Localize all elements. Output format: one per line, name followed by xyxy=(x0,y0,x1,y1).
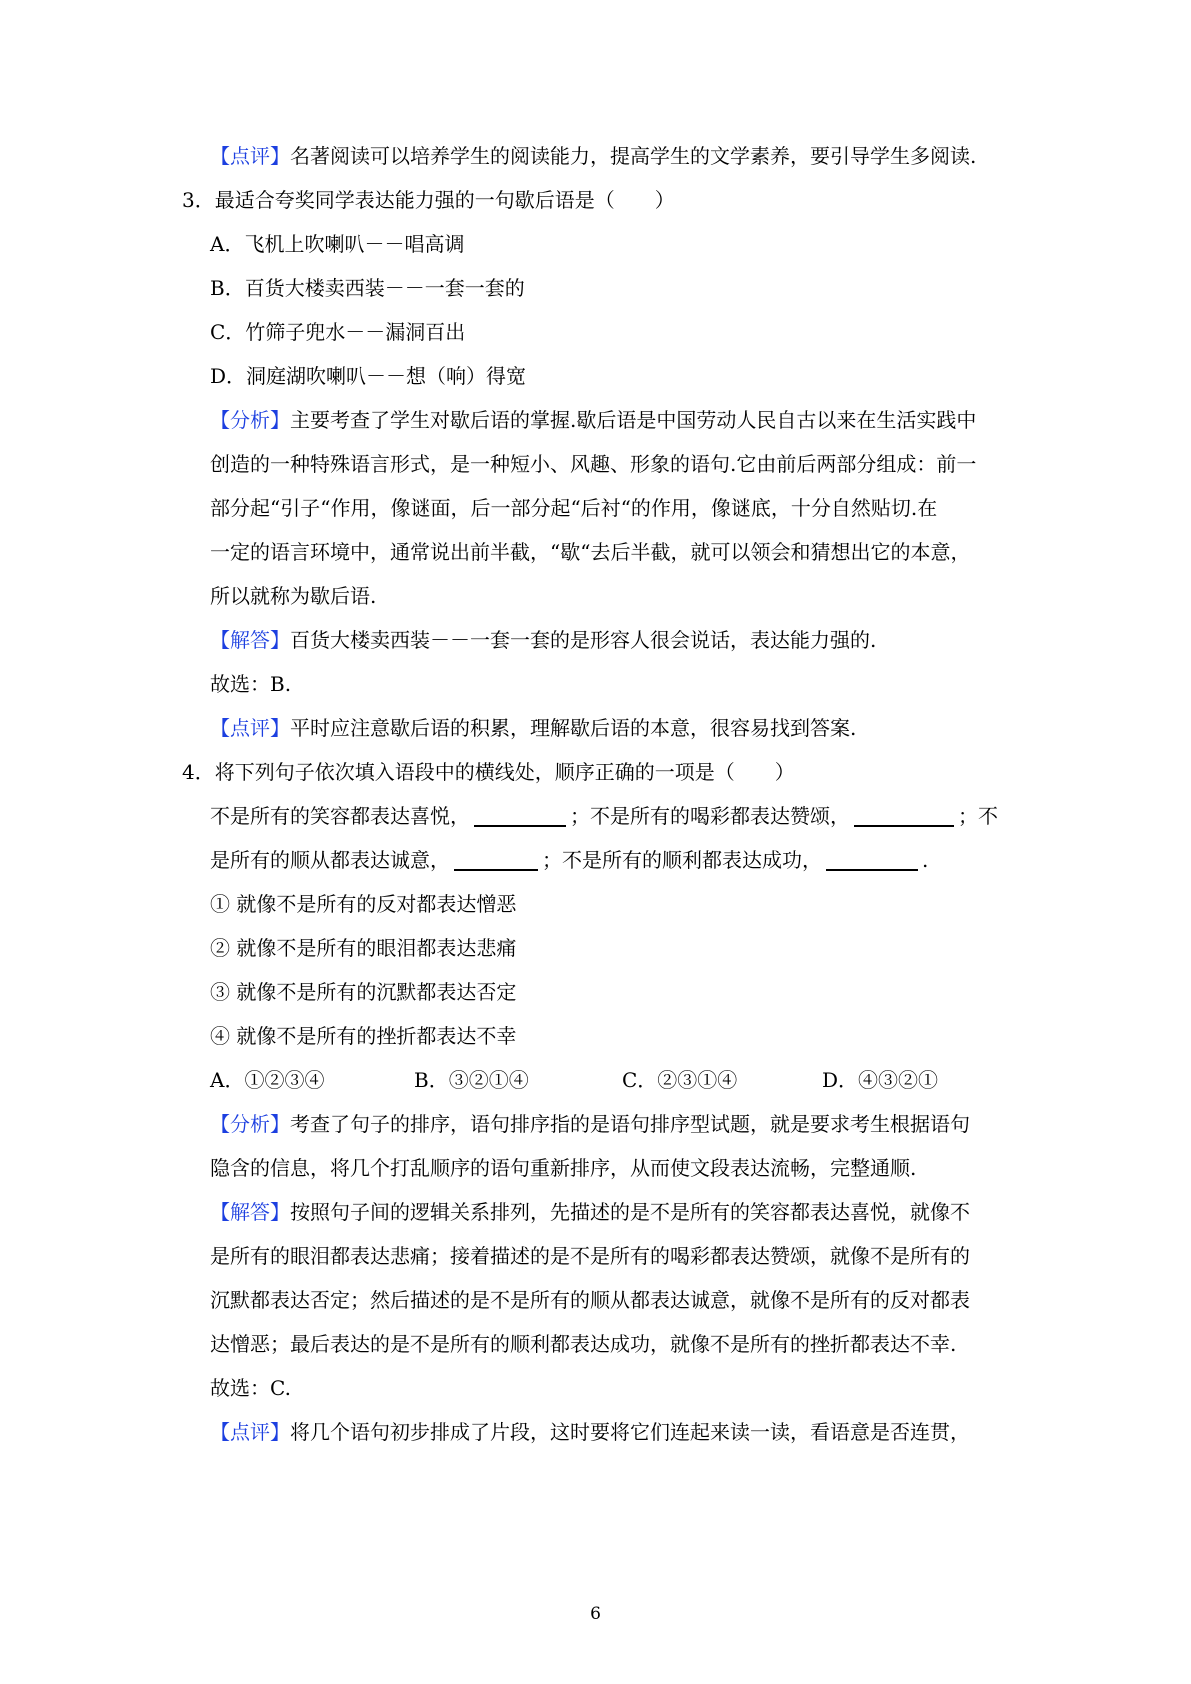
q4-comment-text: 将几个语句初步排成了片段，这时要将它们连起来读一读，看语意是否连贯， xyxy=(290,1420,970,1444)
q4-passage-line-2 xyxy=(210,846,928,874)
q3-analysis-line: 部分起“引子“作用，像谜面，后一部分起“后衬“的作用，像谜底，十分自然贴切.在 xyxy=(210,496,938,520)
comment-tag: 【点评】 xyxy=(210,144,290,168)
passage-text: ；不是所有的顺利都表达成功， xyxy=(542,848,822,872)
answer-tag: 【解答】 xyxy=(210,628,290,652)
q4-passage-line-1 xyxy=(210,802,998,830)
answer-tag: 【解答】 xyxy=(210,1200,290,1224)
q4-answer-text: 按照句子间的逻辑关系排列，先描述的是不是所有的笑容都表达喜悦，就像不 xyxy=(290,1200,970,1224)
q4-option-a: A．①②③④ xyxy=(210,1068,325,1092)
q3-answer-line xyxy=(210,626,876,654)
q3-option-b: B．百货大楼卖西装－－一套一套的 xyxy=(210,276,525,300)
q4-item-1: ① 就像不是所有的反对都表达憎恶 xyxy=(210,892,517,916)
q4-option-b: B．③②①④ xyxy=(414,1068,529,1092)
passage-text: ；不是所有的喝彩都表达赞颂， xyxy=(570,804,850,828)
q3-option-c: C．竹筛子兜水－－漏洞百出 xyxy=(210,320,466,344)
q3-analysis-line xyxy=(210,406,976,434)
q3-analysis-line: 一定的语言环境中，通常说出前半截，“歇“去后半截，就可以领会和猜想出它的本意， xyxy=(210,540,971,564)
q3-analysis-line: 所以就称为歇后语. xyxy=(210,584,377,608)
q4-analysis-text: 考查了句子的排序，语句排序指的是语句排序型试题，就是要求考生根据语句 xyxy=(290,1112,970,1136)
analysis-tag: 【分析】 xyxy=(210,1112,290,1136)
fill-blank xyxy=(454,849,538,871)
passage-text: . xyxy=(922,848,929,872)
q4-answer-line: 是所有的眼泪都表达悲痛；接着描述的是不是所有的喝彩都表达赞颂，就像不是所有的 xyxy=(210,1244,970,1268)
fill-blank xyxy=(474,805,566,827)
q4-comment-line xyxy=(210,1418,970,1446)
q3-analysis-text: 主要考查了学生对歇后语的掌握.歇后语是中国劳动人民自古以来在生活实践中 xyxy=(290,408,977,432)
q4-item-4: ④ 就像不是所有的挫折都表达不幸 xyxy=(210,1024,517,1048)
q4-option-c: C．②③①④ xyxy=(622,1068,738,1092)
fill-blank xyxy=(854,805,954,827)
q4-analysis-line: 隐含的信息，将几个打乱顺序的语句重新排序，从而使文段表达流畅，完整通顺. xyxy=(210,1156,917,1180)
question-3-stem: 3．最适合夸奖同学表达能力强的一句歇后语是（ ） xyxy=(182,188,675,212)
q3-choice: 故选：B. xyxy=(210,672,292,696)
q4-answer-line xyxy=(210,1198,970,1226)
q4-analysis-line xyxy=(210,1110,970,1138)
q4-item-3: ③ 就像不是所有的沉默都表达否定 xyxy=(210,980,517,1004)
question-4-stem: 4．将下列句子依次填入语段中的横线处，顺序正确的一项是（ ） xyxy=(182,760,795,784)
q4-item-2: ② 就像不是所有的眼泪都表达悲痛 xyxy=(210,936,517,960)
passage-text: 是所有的顺从都表达诚意， xyxy=(210,848,450,872)
fill-blank xyxy=(826,849,918,871)
analysis-tag: 【分析】 xyxy=(210,408,290,432)
q4-answer-line: 达憎恶；最后表达的是不是所有的顺利都表达成功，就像不是所有的挫折都表达不幸. xyxy=(210,1332,957,1356)
q3-comment-line xyxy=(210,714,856,742)
comment-tag: 【点评】 xyxy=(210,1420,290,1444)
passage-text: ；不 xyxy=(958,804,998,828)
q3-comment-text: 平时应注意歇后语的积累，理解歇后语的本意，很容易找到答案. xyxy=(290,716,857,740)
q4-option-d: D．④③②① xyxy=(822,1068,939,1092)
comment-tag: 【点评】 xyxy=(210,716,290,740)
q3-answer-text: 百货大楼卖西装－－一套一套的是形容人很会说话，表达能力强的. xyxy=(290,628,877,652)
q3-analysis-line: 创造的一种特殊语言形式，是一种短小、风趣、形象的语句.它由前后两部分组成：前一 xyxy=(210,452,977,476)
comment-text: 名著阅读可以培养学生的阅读能力，提高学生的文学素养，要引导学生多阅读. xyxy=(290,144,977,168)
q4-answer-line: 沉默都表达否定；然后描述的是不是所有的顺从都表达诚意，就像不是所有的反对都表 xyxy=(210,1288,970,1312)
q4-choice: 故选：C. xyxy=(210,1376,291,1400)
page-number: 6 xyxy=(590,1604,601,1624)
comment-paragraph xyxy=(210,142,976,170)
q3-option-d: D．洞庭湖吹喇叭－－想（响）得宽 xyxy=(210,364,527,388)
q3-option-a: A．飞机上吹喇叭－－唱高调 xyxy=(210,232,465,256)
passage-text: 不是所有的笑容都表达喜悦， xyxy=(210,804,470,828)
